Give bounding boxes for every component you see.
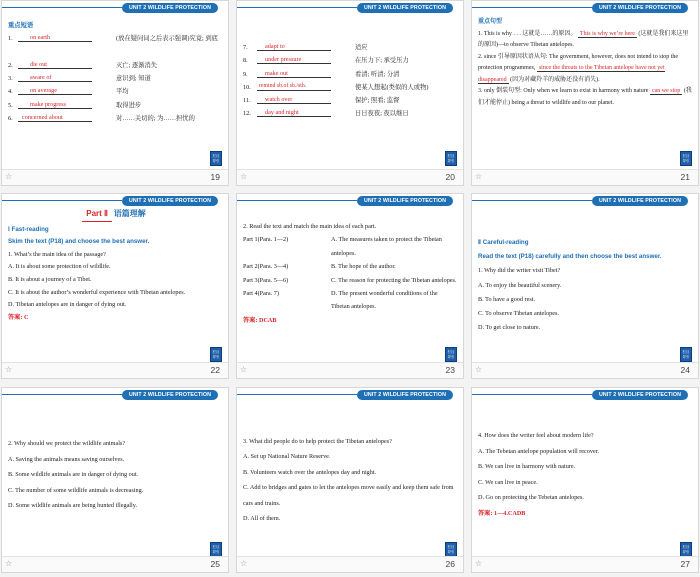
- row-number: 10.: [243, 83, 251, 91]
- nav-guide-button[interactable]: 栏目 导引: [445, 347, 457, 362]
- nav-guide-button[interactable]: 栏目 导引: [210, 151, 222, 166]
- phrase-row: [8, 99, 212, 112]
- phrase-row: [243, 94, 447, 107]
- hint-text: 灭亡; 逐渐消失: [116, 61, 158, 69]
- phrase-row: [243, 41, 447, 54]
- option[interactable]: B. It is about a journey of a Tibet.: [8, 275, 92, 283]
- match-row: [243, 287, 457, 314]
- option[interactable]: A. Set up National Nature Reserve.: [243, 453, 331, 461]
- answer-text: 答案: 1—4.CADB: [478, 509, 526, 517]
- star-icon[interactable]: ☆: [475, 172, 483, 181]
- slide-20[interactable]: [236, 0, 464, 186]
- phrase-row: [243, 107, 447, 120]
- match-row: [243, 274, 457, 287]
- option[interactable]: C. We can live in peace.: [478, 478, 538, 486]
- row-number: 6.: [8, 114, 13, 122]
- slide-footer: [237, 169, 463, 185]
- slide-27[interactable]: [471, 387, 699, 573]
- hint-text: 保护; 照看; 监督: [355, 97, 400, 105]
- option[interactable]: D. Tibetan antelopes are in danger of dying out.: [8, 301, 127, 309]
- option[interactable]: D. To get close to nature.: [478, 324, 541, 332]
- slide-26[interactable]: [236, 387, 464, 573]
- row-number: 5.: [8, 101, 13, 109]
- answer-text: 答案: DCAB: [243, 316, 277, 324]
- page-number: 21: [680, 172, 690, 182]
- answer-text: on earth: [30, 34, 51, 42]
- option[interactable]: C. Add to bridges and gates to let the antelopes move easily and keep them safe from cars and trains.: [243, 484, 454, 507]
- option[interactable]: D. Go on protecting the Tebetan antelopes.: [478, 494, 584, 502]
- page-number: 27: [680, 559, 690, 569]
- nav-guide-button[interactable]: 栏目 导引: [680, 542, 692, 557]
- match-row: [243, 260, 457, 273]
- hint-text: (放在疑问词之后表示强调)究竟; 到底: [116, 35, 218, 43]
- row-number: 3.: [8, 75, 13, 83]
- instruction: Skim the text (P18) and choose the best answer.: [8, 238, 150, 246]
- phrase-row: [8, 72, 212, 85]
- hint-text: 对……关切的; 为……担忧的: [116, 114, 195, 122]
- row-number: 4.: [8, 88, 13, 96]
- slide-footer: [472, 362, 698, 378]
- section-title: Ⅱ Careful-reading: [478, 239, 529, 246]
- phrase-row: [243, 81, 447, 94]
- hint-text: 日日夜夜; 夜以继日: [355, 110, 409, 118]
- row-number: 7.: [243, 44, 248, 51]
- option[interactable]: D. All of them.: [243, 515, 281, 523]
- slide-23[interactable]: [236, 193, 464, 379]
- page-number: 22: [210, 365, 220, 375]
- sentence-1: 1. This is why . . . 这就是……的原因。 This is why we’re here (这就是我们来这里的原因)—to observe Tibetan antelopes.: [478, 30, 689, 48]
- question: 3. What did people do to help protect the Tibetan antelopes?: [243, 438, 392, 445]
- page-number: 23: [445, 365, 455, 375]
- slide-footer: [2, 362, 228, 378]
- unit-banner: UNIT 2 WILDLIFE PROTECTION: [357, 196, 453, 206]
- part-label: Part 2(Para. 3—4): [243, 263, 289, 271]
- answer-text: remind sb.of sb./sth.: [259, 82, 307, 89]
- slide-21[interactable]: [471, 0, 699, 186]
- hint-text: 取得进步: [116, 101, 142, 109]
- nav-guide-button[interactable]: 栏目 导引: [445, 542, 457, 557]
- unit-banner: UNIT 2 WILDLIFE PROTECTION: [122, 196, 218, 206]
- unit-banner: UNIT 2 WILDLIFE PROTECTION: [357, 390, 453, 400]
- answer-text: concerned about: [22, 113, 63, 121]
- row-number: 8.: [243, 57, 248, 65]
- instruction: Read the text (P18) carefully and then choose the best answer.: [478, 253, 662, 261]
- page-number: 26: [445, 559, 455, 569]
- star-icon[interactable]: ☆: [5, 559, 13, 568]
- answer-text: make out: [265, 69, 288, 77]
- phrase-row: [8, 112, 212, 125]
- unit-banner: UNIT 2 WILDLIFE PROTECTION: [122, 390, 218, 400]
- star-icon[interactable]: ☆: [5, 365, 13, 374]
- nav-guide-button[interactable]: 栏目 导引: [680, 151, 692, 166]
- star-icon[interactable]: ☆: [475, 559, 483, 568]
- slide-24[interactable]: [471, 193, 699, 379]
- option[interactable]: A. The Tebetan antelope population will recover.: [478, 447, 599, 455]
- slide-footer: [2, 169, 228, 185]
- row-number: 9.: [243, 70, 248, 78]
- answer-text: since the threats to the Tibetan antelope have not yet disappeared: [478, 65, 665, 83]
- star-icon[interactable]: ☆: [5, 172, 13, 181]
- slide-footer: [472, 556, 698, 572]
- sentence-3: 3. only 倒装句型: Only when we learn to exist in harmony with nature can we stop (我们才能停止) being a threat to wildlife and to our planet.: [478, 88, 692, 106]
- nav-guide-button[interactable]: 栏目 导引: [445, 151, 457, 166]
- main-idea: D. The present wonderful conditions of the Tibetan antelopes.: [331, 290, 438, 311]
- phrase-row: [243, 54, 447, 67]
- page-number: 25: [210, 559, 220, 569]
- page-number: 20: [445, 172, 455, 182]
- slide-footer: [237, 556, 463, 572]
- main-idea: B. The hope of the author.: [331, 263, 396, 271]
- answer-text: 答案: C: [8, 313, 29, 321]
- slide-25[interactable]: [1, 387, 229, 573]
- phrase-row: [8, 32, 218, 45]
- hint-text: 使某人想起(类似的人或物): [355, 83, 429, 91]
- answer-text: can we stop: [651, 88, 681, 94]
- hint-text: 适应: [355, 44, 368, 51]
- phrase-row: [8, 85, 212, 98]
- main-idea: C. The reason for protecting the Tibetan antelopes.: [331, 276, 457, 284]
- part-title: 语篇理解: [113, 209, 146, 218]
- phrase-row: [8, 59, 212, 72]
- section-title: Ⅰ Fast-reading: [8, 225, 49, 233]
- row-number: 2.: [8, 61, 13, 69]
- option[interactable]: B. Volunteers watch over the antelopes day and night.: [243, 468, 377, 476]
- star-icon[interactable]: ☆: [240, 365, 248, 374]
- hint-text: 平均: [116, 88, 129, 96]
- unit-banner: UNIT 2 WILDLIFE PROTECTION: [592, 196, 688, 206]
- slide-19[interactable]: [1, 0, 229, 186]
- part-label: Part 1(Para. 1—2): [243, 236, 289, 244]
- hint-text: 在压力下; 承受压力: [355, 57, 409, 65]
- phrase-row: [243, 68, 447, 81]
- option[interactable]: A. It is about some protection of wildlife.: [8, 263, 111, 271]
- option[interactable]: D. Some wildlife animals are being hunted illegally.: [8, 502, 137, 510]
- slide-footer: [472, 169, 698, 185]
- answer-text: adapt to: [265, 43, 285, 50]
- part-heading: [8, 208, 220, 222]
- slide-footer: [2, 556, 228, 572]
- answer-text: This is why we’re here: [579, 30, 635, 37]
- option[interactable]: C. To observe Tibetan antelopes.: [478, 310, 559, 318]
- nav-guide-button[interactable]: 栏目 导引: [210, 542, 222, 557]
- row-number: 12.: [243, 110, 251, 118]
- star-icon[interactable]: ☆: [475, 365, 483, 374]
- answer-text: aware of: [30, 74, 52, 82]
- unit-banner: UNIT 2 WILDLIFE PROTECTION: [592, 3, 688, 13]
- option[interactable]: B. To have a good rest.: [478, 295, 536, 303]
- option[interactable]: A. Saving the animals means saving ourselves.: [8, 455, 125, 463]
- nav-guide-button[interactable]: 栏目 导引: [680, 347, 692, 362]
- page-number: 24: [680, 365, 690, 375]
- slide-footer: [237, 362, 463, 378]
- answer-text: day and night: [265, 109, 299, 117]
- answer-text: on average: [30, 87, 57, 95]
- question: 1. What’s the main idea of the passage?: [8, 250, 106, 258]
- answer-text: die out: [30, 60, 48, 68]
- section-title: 重点句型: [478, 19, 503, 25]
- sentence-2: 2. since 引导原因状语从句: The government, however, does not intend to stop the protection programmes, since the threats to the Tibetan antelope have not yet disappeared (因为对藏羚羊的威胁还没有消失).: [478, 53, 679, 83]
- hint-text: 意识到; 知道: [116, 75, 151, 83]
- match-row: [243, 233, 457, 260]
- answer-text: make progress: [30, 100, 66, 108]
- question: 4. How does the writer feel about modern life?: [478, 432, 594, 439]
- option[interactable]: C. The number of some wildlife animals is decreasing.: [8, 486, 144, 494]
- row-number: 1.: [8, 35, 13, 43]
- answer-text: watch over: [265, 96, 293, 104]
- part-label: Part 4(Para. 7): [243, 290, 279, 298]
- hint-text: 看清; 听清; 分清: [355, 70, 400, 78]
- part-tag: Part Ⅱ: [82, 208, 112, 222]
- nav-guide-button[interactable]: 栏目 导引: [210, 347, 222, 362]
- star-icon[interactable]: ☆: [240, 559, 248, 568]
- unit-banner: UNIT 2 WILDLIFE PROTECTION: [122, 3, 218, 13]
- unit-banner: UNIT 2 WILDLIFE PROTECTION: [357, 3, 453, 13]
- question: 1. Why did the writer visit Tibet?: [478, 267, 561, 275]
- option[interactable]: C. It is about the author’s wonderful experience with Tibetan antelopes.: [8, 288, 186, 296]
- answer-text: under pressure: [265, 56, 302, 64]
- question: 2. Read the text and match the main idea of each part.: [243, 223, 377, 230]
- unit-banner: UNIT 2 WILDLIFE PROTECTION: [592, 390, 688, 400]
- slide-22[interactable]: [1, 193, 229, 379]
- row-number: 11.: [243, 97, 251, 105]
- question: 2. Why should we protect the wildlife animals?: [8, 440, 126, 447]
- star-icon[interactable]: ☆: [240, 172, 248, 181]
- main-idea: A. The measures taken to protect the Tibetan antelopes.: [331, 236, 442, 257]
- part-label: Part 3(Para. 5—6): [243, 276, 289, 284]
- section-title: 重点短语: [8, 22, 34, 29]
- page-number: 19: [210, 172, 220, 182]
- option[interactable]: A. To enjoy the beautiful scenery.: [478, 281, 562, 289]
- option[interactable]: B. We can live in harmony with nature.: [478, 463, 576, 471]
- phrase-row: [8, 46, 212, 59]
- option[interactable]: B. Some wildlife animals are in danger of dying out.: [8, 471, 139, 479]
